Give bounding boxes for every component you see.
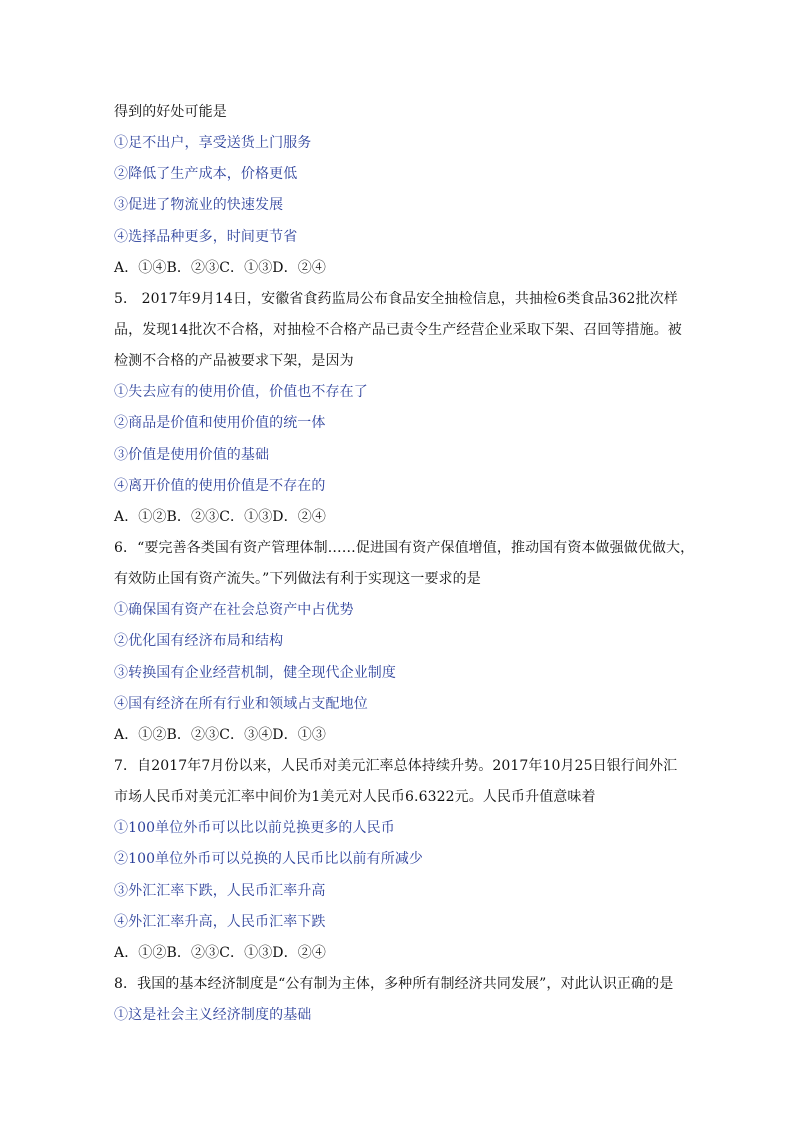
q4-option-1: ①足不出户，享受送货上门服务	[114, 135, 312, 151]
q6-option-2: ②优化国有经济布局和结构	[114, 633, 284, 649]
question-7-line-1: 7．自2017年7月份以来，人民币对美元汇率总体持续升势。2017年10月25日银行间外汇	[114, 758, 678, 774]
question-6-line-1: 6．“要完善各类国有资产管理体制……促进国有资产保值增值，推动国有资本做强做优做大，	[114, 540, 695, 556]
question-5-line-3: 检测不合格的产品被要求下架，是因为	[114, 353, 354, 369]
question-7-line-2: 市场人民币对美元汇率中间价为1美元对人民币6.6322元。人民币升值意味着	[114, 789, 596, 805]
q8-option-1: ①这是社会主义经济制度的基础	[114, 1007, 312, 1023]
q5-option-1: ①失去应有的使用价值，价值也不存在了	[114, 384, 368, 400]
q6-answer-choices: A．①②B．②③C．③④D．①③	[114, 727, 326, 743]
q7-option-4: ④外汇汇率升高，人民币汇率下跌	[114, 914, 326, 930]
q4-option-4: ④选择品种更多，时间更节省	[114, 229, 298, 245]
q6-option-3: ③转换国有企业经营机制，健全现代企业制度	[114, 665, 396, 681]
q7-option-2: ②100单位外币可以兑换的人民币比以前有所减少	[114, 851, 424, 867]
q6-option-4: ④国有经济在所有行业和领域占支配地位	[114, 696, 368, 712]
question-4-stem-end: 得到的好处可能是	[114, 104, 227, 120]
q5-answer-choices: A．①②B．②③C．①③D．②④	[114, 509, 326, 525]
q5-option-3: ③价值是使用价值的基础	[114, 447, 270, 463]
q6-option-1: ①确保国有资产在社会总资产中占优势	[114, 602, 354, 618]
q4-answer-choices: A．①④B．②③C．①③D．②④	[114, 260, 326, 276]
question-5-line-1: 5． 2017年9月14日，安徽省食药监局公布食品安全抽检信息，共抽检6类食品362批次样	[114, 291, 678, 307]
q5-option-2: ②商品是价值和使用价值的统一体	[114, 415, 326, 431]
question-6-line-2: 有效防止国有资产流失。”下列做法有利于实现这一要求的是	[114, 571, 481, 587]
q5-option-4: ④离开价值的使用价值是不存在的	[114, 478, 326, 494]
q4-option-3: ③促进了物流业的快速发展	[114, 197, 284, 213]
question-5-line-2: 品，发现14批次不合格，对抽检不合格产品已责令生产经营企业采取下架、召回等措施。被	[114, 322, 682, 338]
q7-option-3: ③外汇汇率下跌，人民币汇率升高	[114, 883, 326, 899]
q7-option-1: ①100单位外币可以比以前兑换更多的人民币	[114, 820, 395, 836]
question-8-line-1: 8．我国的基本经济制度是“公有制为主体，多种所有制经济共同发展”，对此认识正确的是	[114, 976, 674, 992]
q7-answer-choices: A．①②B．②③C．①③D．②④	[114, 945, 326, 961]
q4-option-2: ②降低了生产成本，价格更低	[114, 166, 298, 182]
